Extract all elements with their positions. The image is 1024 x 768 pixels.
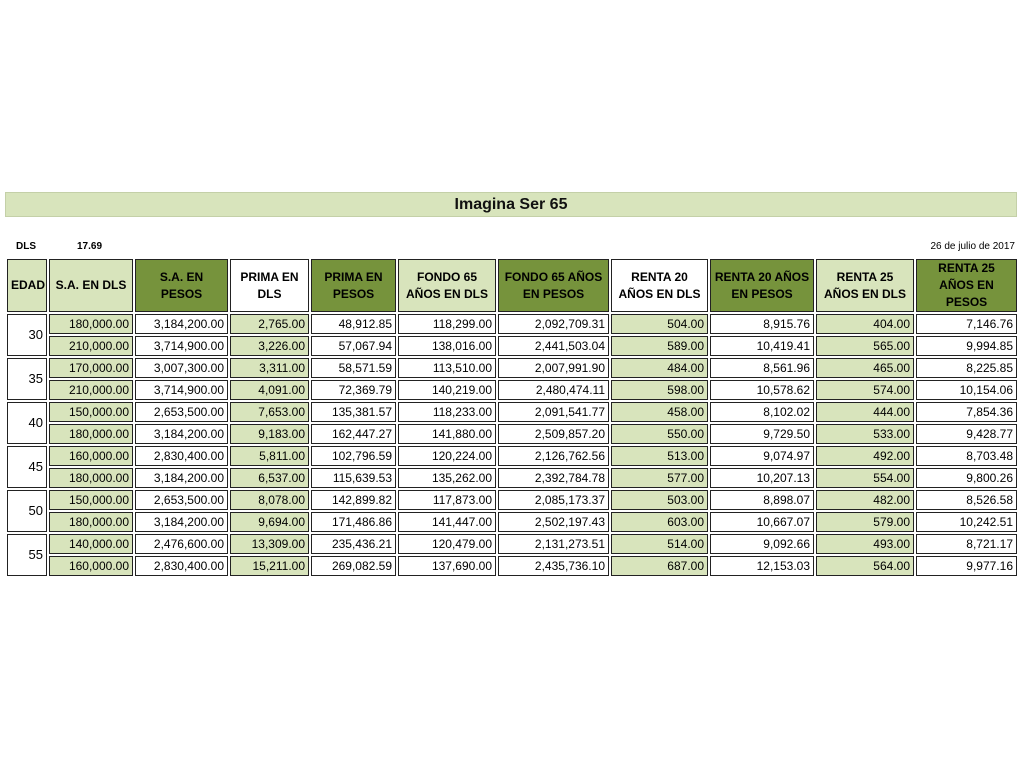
cell-sa-pesos[interactable]: 2,830,400.00 [135,446,228,466]
cell-fondo-dls[interactable]: 120,224.00 [398,446,496,466]
cell-prima-dls[interactable]: 7,653.00 [230,402,309,422]
cell-renta25-pesos[interactable]: 7,146.76 [916,314,1017,334]
table-row [7,314,1017,334]
cell-renta20-dls[interactable]: 503.00 [611,490,708,510]
cell-sa-dls[interactable]: 180,000.00 [49,512,133,532]
cell-prima-dls[interactable]: 13,309.00 [230,534,309,554]
cell-fondo-dls[interactable]: 140,219.00 [398,380,496,400]
cell-renta25-pesos[interactable]: 8,721.17 [916,534,1017,554]
cell-renta20-dls[interactable]: 603.00 [611,512,708,532]
cell-renta20-pesos[interactable]: 8,102.02 [710,402,814,422]
data-table [5,257,1019,578]
date-text: 26 de julio de 2017 [930,241,1015,252]
cell-renta25-dls[interactable]: 565.00 [816,336,914,356]
header-sa-pesos[interactable]: S.A. EN PESOS [135,259,228,312]
cell-renta25-dls[interactable]: 533.00 [816,424,914,444]
cell-sa-dls[interactable]: 140,000.00 [49,534,133,554]
cell-prima-pesos[interactable]: 57,067.94 [311,336,396,356]
cell-prima-pesos[interactable]: 135,381.57 [311,402,396,422]
cell-sa-pesos[interactable]: 3,184,200.00 [135,314,228,334]
age-cell[interactable]: 45 [7,446,47,488]
cell-prima-pesos[interactable]: 72,369.79 [311,380,396,400]
cell-sa-dls[interactable]: 210,000.00 [49,380,133,400]
header-renta25-pesos[interactable]: RENTA 25 AÑOS EN PESOS [916,259,1017,312]
table-row [7,556,1017,576]
cell-sa-pesos[interactable]: 3,184,200.00 [135,468,228,488]
cell-renta20-pesos[interactable]: 12,153.03 [710,556,814,576]
header-sa-dls[interactable]: S.A. EN DLS [49,259,133,312]
table-row [7,380,1017,400]
header-renta20-pesos[interactable]: RENTA 20 AÑOS EN PESOS [710,259,814,312]
cell-renta25-pesos[interactable]: 8,703.48 [916,446,1017,466]
cell-fondo-dls[interactable]: 113,510.00 [398,358,496,378]
cell-sa-pesos[interactable]: 2,653,500.00 [135,490,228,510]
cell-sa-dls[interactable]: 150,000.00 [49,402,133,422]
header-fondo-pesos[interactable]: FONDO 65 AÑOS EN PESOS [498,259,609,312]
cell-renta20-dls[interactable]: 514.00 [611,534,708,554]
cell-prima-dls[interactable]: 9,694.00 [230,512,309,532]
cell-renta20-dls[interactable]: 484.00 [611,358,708,378]
cell-renta25-dls[interactable]: 493.00 [816,534,914,554]
table-row [7,446,1017,466]
cell-fondo-pesos[interactable]: 2,007,991.90 [498,358,609,378]
cell-prima-pesos[interactable]: 269,082.59 [311,556,396,576]
cell-fondo-dls[interactable]: 141,880.00 [398,424,496,444]
cell-prima-pesos[interactable]: 142,899.82 [311,490,396,510]
cell-prima-dls[interactable]: 8,078.00 [230,490,309,510]
cell-renta20-dls[interactable]: 550.00 [611,424,708,444]
cell-fondo-pesos[interactable]: 2,131,273.51 [498,534,609,554]
cell-prima-pesos[interactable]: 48,912.85 [311,314,396,334]
cell-sa-pesos[interactable]: 3,184,200.00 [135,512,228,532]
cell-renta25-dls[interactable]: 574.00 [816,380,914,400]
cell-sa-dls[interactable]: 160,000.00 [49,446,133,466]
cell-renta20-pesos[interactable]: 10,419.41 [710,336,814,356]
cell-prima-dls[interactable]: 9,183.00 [230,424,309,444]
cell-sa-pesos[interactable]: 2,653,500.00 [135,402,228,422]
cell-prima-dls[interactable]: 15,211.00 [230,556,309,576]
table-row [7,336,1017,356]
header-edad[interactable]: EDAD [7,259,47,312]
cell-renta25-pesos[interactable]: 10,242.51 [916,512,1017,532]
cell-sa-pesos[interactable]: 3,714,900.00 [135,336,228,356]
cell-renta25-dls[interactable]: 444.00 [816,402,914,422]
cell-renta20-pesos[interactable]: 9,729.50 [710,424,814,444]
cell-sa-dls[interactable]: 180,000.00 [49,468,133,488]
cell-prima-pesos[interactable]: 102,796.59 [311,446,396,466]
cell-sa-pesos[interactable]: 3,184,200.00 [135,424,228,444]
cell-fondo-dls[interactable]: 117,873.00 [398,490,496,510]
cell-fondo-dls[interactable]: 138,016.00 [398,336,496,356]
table-body [7,314,1017,576]
table-row [7,534,1017,554]
cell-prima-pesos[interactable]: 235,436.21 [311,534,396,554]
cell-prima-pesos[interactable]: 115,639.53 [311,468,396,488]
cell-renta25-pesos[interactable]: 8,526.58 [916,490,1017,510]
cell-sa-dls[interactable]: 180,000.00 [49,314,133,334]
cell-renta25-pesos[interactable]: 7,854.36 [916,402,1017,422]
cell-fondo-pesos[interactable]: 2,091,541.77 [498,402,609,422]
cell-prima-dls[interactable]: 6,537.00 [230,468,309,488]
header-prima-pesos[interactable]: PRIMA EN PESOS [311,259,396,312]
cell-fondo-dls[interactable]: 135,262.00 [398,468,496,488]
age-cell[interactable]: 55 [7,534,47,576]
table-row [7,512,1017,532]
age-cell[interactable]: 35 [7,358,47,400]
cell-renta20-pesos[interactable]: 9,074.97 [710,446,814,466]
cell-fondo-pesos[interactable]: 2,480,474.11 [498,380,609,400]
cell-renta25-dls[interactable]: 554.00 [816,468,914,488]
cell-renta25-dls[interactable]: 492.00 [816,446,914,466]
exchange-rate-value: 17.69 [77,241,103,252]
cell-prima-pesos[interactable]: 162,447.27 [311,424,396,444]
cell-fondo-pesos[interactable]: 2,509,857.20 [498,424,609,444]
cell-prima-dls[interactable]: 3,226.00 [230,336,309,356]
cell-fondo-pesos[interactable]: 2,441,503.04 [498,336,609,356]
cell-renta25-dls[interactable]: 404.00 [816,314,914,334]
cell-renta20-dls[interactable]: 598.00 [611,380,708,400]
cell-renta20-pesos[interactable]: 10,667.07 [710,512,814,532]
cell-sa-dls[interactable]: 180,000.00 [49,424,133,444]
cell-renta25-dls[interactable]: 482.00 [816,490,914,510]
cell-sa-pesos[interactable]: 3,007,300.00 [135,358,228,378]
cell-fondo-dls[interactable]: 118,299.00 [398,314,496,334]
header-renta20-dls[interactable]: RENTA 20 AÑOS EN DLS [611,259,708,312]
cell-renta25-pesos[interactable]: 9,428.77 [916,424,1017,444]
cell-renta20-pesos[interactable]: 8,898.07 [710,490,814,510]
cell-renta25-dls[interactable]: 579.00 [816,512,914,532]
cell-renta20-pesos[interactable]: 10,207.13 [710,468,814,488]
table-row [7,358,1017,378]
cell-sa-pesos[interactable]: 3,714,900.00 [135,380,228,400]
cell-fondo-dls[interactable]: 137,690.00 [398,556,496,576]
cell-prima-pesos[interactable]: 171,486.86 [311,512,396,532]
age-cell[interactable]: 30 [7,314,47,356]
cell-fondo-dls[interactable]: 118,233.00 [398,402,496,422]
cell-sa-pesos[interactable]: 2,830,400.00 [135,556,228,576]
sheet-title: Imagina Ser 65 [5,192,1017,217]
cell-sa-pesos[interactable]: 2,476,600.00 [135,534,228,554]
cell-fondo-pesos[interactable]: 2,392,784.78 [498,468,609,488]
cell-renta25-dls[interactable]: 465.00 [816,358,914,378]
cell-renta20-pesos[interactable]: 8,915.76 [710,314,814,334]
cell-renta25-pesos[interactable]: 9,977.16 [916,556,1017,576]
header-fondo-dls[interactable]: FONDO 65 AÑOS EN DLS [398,259,496,312]
cell-renta25-pesos[interactable]: 8,225.85 [916,358,1017,378]
cell-renta20-pesos[interactable]: 9,092.66 [710,534,814,554]
table-row [7,402,1017,422]
cell-fondo-dls[interactable]: 141,447.00 [398,512,496,532]
cell-fondo-pesos[interactable]: 2,126,762.56 [498,446,609,466]
cell-fondo-dls[interactable]: 120,479.00 [398,534,496,554]
header-renta25-dls[interactable]: RENTA 25 AÑOS EN DLS [816,259,914,312]
table-row [7,424,1017,444]
cell-fondo-pesos[interactable]: 2,085,173.37 [498,490,609,510]
cell-sa-dls[interactable]: 210,000.00 [49,336,133,356]
table-row [7,468,1017,488]
cell-renta25-pesos[interactable]: 10,154.06 [916,380,1017,400]
cell-sa-dls[interactable]: 170,000.00 [49,358,133,378]
header-prima-dls[interactable]: PRIMA EN DLS [230,259,309,312]
cell-renta25-pesos[interactable]: 9,994.85 [916,336,1017,356]
table-row [7,490,1017,510]
header-row [7,259,1017,312]
age-cell[interactable]: 50 [7,490,47,532]
cell-renta25-dls[interactable]: 564.00 [816,556,914,576]
cell-fondo-pesos[interactable]: 2,435,736.10 [498,556,609,576]
cell-renta20-dls[interactable]: 577.00 [611,468,708,488]
cell-renta20-pesos[interactable]: 8,561.96 [710,358,814,378]
cell-fondo-pesos[interactable]: 2,502,197.43 [498,512,609,532]
cell-renta20-pesos[interactable]: 10,578.62 [710,380,814,400]
cell-renta20-dls[interactable]: 687.00 [611,556,708,576]
cell-renta25-pesos[interactable]: 9,800.26 [916,468,1017,488]
cell-renta20-dls[interactable]: 513.00 [611,446,708,466]
cell-prima-dls[interactable]: 3,311.00 [230,358,309,378]
cell-sa-dls[interactable]: 150,000.00 [49,490,133,510]
cell-prima-pesos[interactable]: 58,571.59 [311,358,396,378]
cell-prima-dls[interactable]: 5,811.00 [230,446,309,466]
cell-sa-dls[interactable]: 160,000.00 [49,556,133,576]
cell-fondo-pesos[interactable]: 2,092,709.31 [498,314,609,334]
age-cell[interactable]: 40 [7,402,47,444]
cell-prima-dls[interactable]: 2,765.00 [230,314,309,334]
cell-renta20-dls[interactable]: 589.00 [611,336,708,356]
cell-renta20-dls[interactable]: 458.00 [611,402,708,422]
cell-renta20-dls[interactable]: 504.00 [611,314,708,334]
cell-prima-dls[interactable]: 4,091.00 [230,380,309,400]
exchange-rate-label: DLS [16,241,36,252]
